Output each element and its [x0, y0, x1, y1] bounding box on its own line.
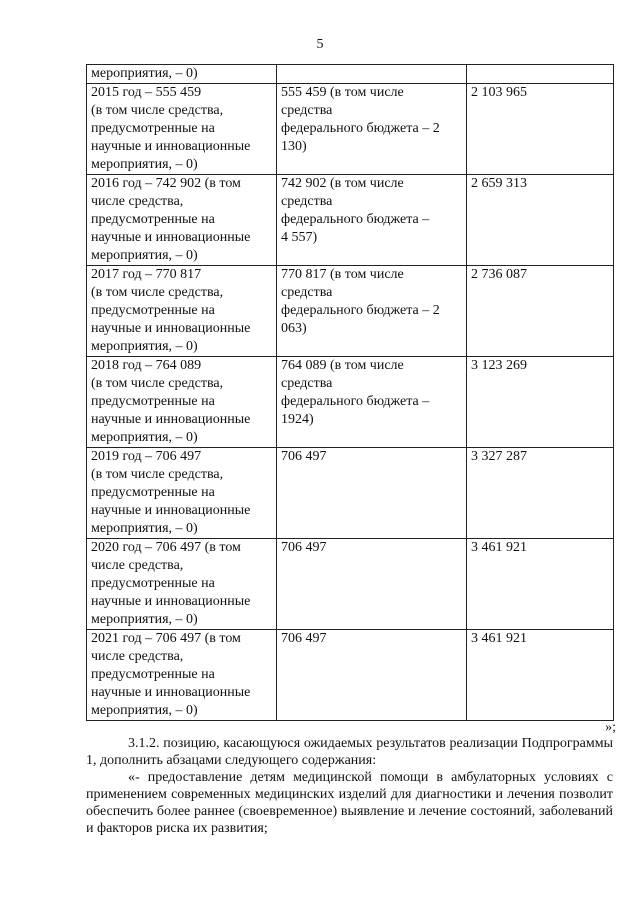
table-cell-total: 3 461 921 [467, 630, 614, 721]
table-row [87, 266, 614, 357]
table-row [87, 448, 614, 539]
table-cell-period: 2017 год – 770 817 (в том числе средства, предусмотренные на научные и инновационные мероприятия, – 0) [87, 266, 277, 357]
table-cell-total: 2 659 313 [467, 175, 614, 266]
table-cell-period: 2020 год – 706 497 (в том числе средства, предусмотренные на научные и инновационные мероприятия, – 0) [87, 539, 277, 630]
table-row [87, 630, 614, 721]
table-row [87, 539, 614, 630]
body-text [86, 735, 613, 837]
table-cell-total: 3 327 287 [467, 448, 614, 539]
table-row [87, 84, 614, 175]
table-cell-total: 3 123 269 [467, 357, 614, 448]
closing-quote-mark: »; [605, 720, 616, 735]
table-cell-period: 2015 год – 555 459 (в том числе средства, предусмотренные на научные и инновационные мероприятия, – 0) [87, 84, 277, 175]
table-cell-period: 2016 год – 742 902 (в том числе средства, предусмотренные на научные и инновационные мероприятия, – 0) [87, 175, 277, 266]
table-cell-total [467, 65, 614, 84]
paragraph: «- предоставление детям медицинской помощи в амбулаторных условиях с применением современных медицинских изделий для диагностики и лечения позволит обеспечить более раннее (своевременное) выявление и лечение состояний, заболеваний и факторов риска их развития; [86, 770, 613, 836]
table-row [87, 65, 614, 84]
table-cell-total: 2 736 087 [467, 266, 614, 357]
table-cell-amount: 706 497 [277, 448, 467, 539]
table-cell-amount: 742 902 (в том числе средства федерального бюджета – 4 557) [277, 175, 467, 266]
table-cell-amount [277, 65, 467, 84]
table-cell-period: 2019 год – 706 497 (в том числе средства, предусмотренные на научные и инновационные мероприятия, – 0) [87, 448, 277, 539]
table-cell-period: мероприятия, – 0) [87, 65, 277, 84]
page-number: 5 [316, 37, 324, 52]
funding-table [86, 64, 614, 721]
table-cell-amount: 706 497 [277, 630, 467, 721]
table-cell-total: 3 461 921 [467, 539, 614, 630]
table-row [87, 357, 614, 448]
table-cell-amount: 770 817 (в том числе средства федерального бюджета – 2 063) [277, 266, 467, 357]
table-cell-total: 2 103 965 [467, 84, 614, 175]
table-cell-period: 2018 год – 764 089 (в том числе средства, предусмотренные на научные и инновационные мероприятия, – 0) [87, 357, 277, 448]
table-cell-amount: 706 497 [277, 539, 467, 630]
paragraph: 3.1.2. позицию, касающуюся ожидаемых результатов реализации Подпрограммы 1, дополнить абзацами следующего содержания: [86, 736, 613, 768]
table-cell-amount: 764 089 (в том числе средства федерального бюджета – 1924) [277, 357, 467, 448]
table-row [87, 175, 614, 266]
table-cell-amount: 555 459 (в том числе средства федерального бюджета – 2 130) [277, 84, 467, 175]
table-cell-period: 2021 год – 706 497 (в том числе средства, предусмотренные на научные и инновационные мероприятия, – 0) [87, 630, 277, 721]
